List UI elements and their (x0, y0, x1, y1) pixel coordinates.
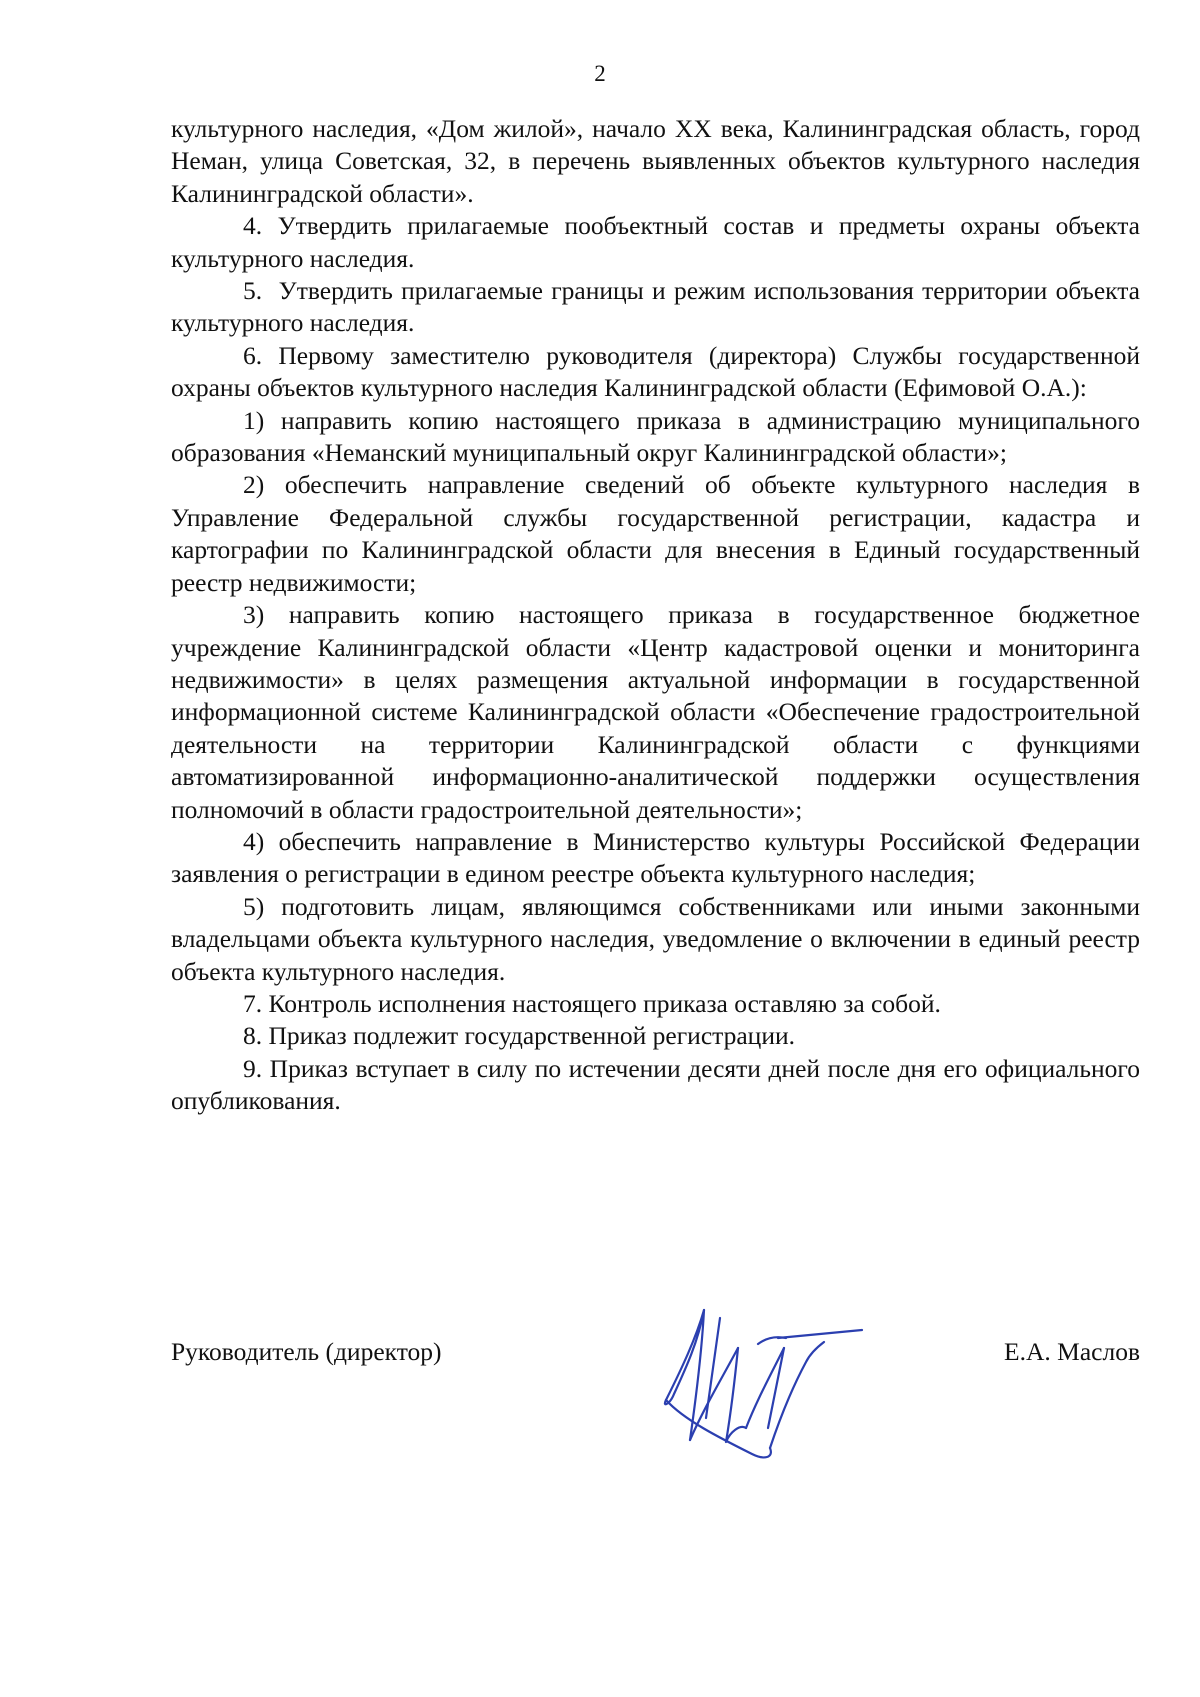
subitem-5: 5) подготовить лицам, являющимся собственниками или иными законными владельцами объекта культурного наследия, уведомление о включении в единый реестр объекта культурного наследия. (171, 891, 1140, 986)
paragraph-item-8: 8. Приказ подлежит государственной регистрации. (243, 1021, 795, 1051)
signer-name: Е.А. Маслов (1004, 1337, 1140, 1366)
subitem-3: 3) направить копию настоящего приказа в государственное бюджетное учреждение Калининградской области «Центр кадастровой оценки и мониторинга недвижимости» в целях размещения актуальной информации в государственной информационной системе Калининградской области «Обеспечение градостроительной деятельности на территории Калининградской области с функциями автоматизированной информационно-аналитической поддержки осуществления полномочий в области градостроительной деятельности»; (171, 600, 1140, 824)
page-number: 2 (594, 61, 606, 86)
handwritten-signature (660, 1308, 880, 1478)
subitem-1: 1) направить копию настоящего приказа в администрацию муниципального образования «Неманский муниципальный округ Калининградской области»; (171, 405, 1140, 468)
paragraph-item-5: 5. Утвердить прилагаемые границы и режим использования территории объекта культурного наследия. (171, 276, 1140, 338)
paragraph-item-4: 4. Утвердить прилагаемые пообъектный состав и предметы охраны объекта культурного наследия. (171, 211, 1140, 273)
paragraph-continuation: культурного наследия, «Дом жилой», начало XX века, Калининградская область, город Неман, улица Советская, 32, в перечень выявленных объектов культурного наследия Калининградской области». (171, 114, 1140, 208)
paragraph-item-6: 6. Первому заместителю руководителя (директора) Службы государственной охраны объектов культурного наследия Калининградской области (Ефимовой О.А.): (171, 340, 1140, 403)
paragraph-item-7: 7. Контроль исполнения настоящего приказа оставляю за собой. (243, 988, 941, 1018)
subitem-4: 4) обеспечить направление в Министерство культуры Российской Федерации заявления о регистрации в едином реестре объекта культурного наследия; (171, 826, 1140, 889)
signer-title: Руководитель (директор) (171, 1337, 442, 1366)
paragraph-item-9: 9. Приказ вступает в силу по истечении десяти дней после дня его официального опубликования. (171, 1053, 1140, 1116)
subitem-2: 2) обеспечить направление сведений об объекте культурного наследия в Управление Федеральной службы государственной регистрации, кадастра и картографии по Калининградской области для внесения в Единый государственный реестр недвижимости; (171, 470, 1140, 597)
document-body (171, 113, 1140, 1118)
